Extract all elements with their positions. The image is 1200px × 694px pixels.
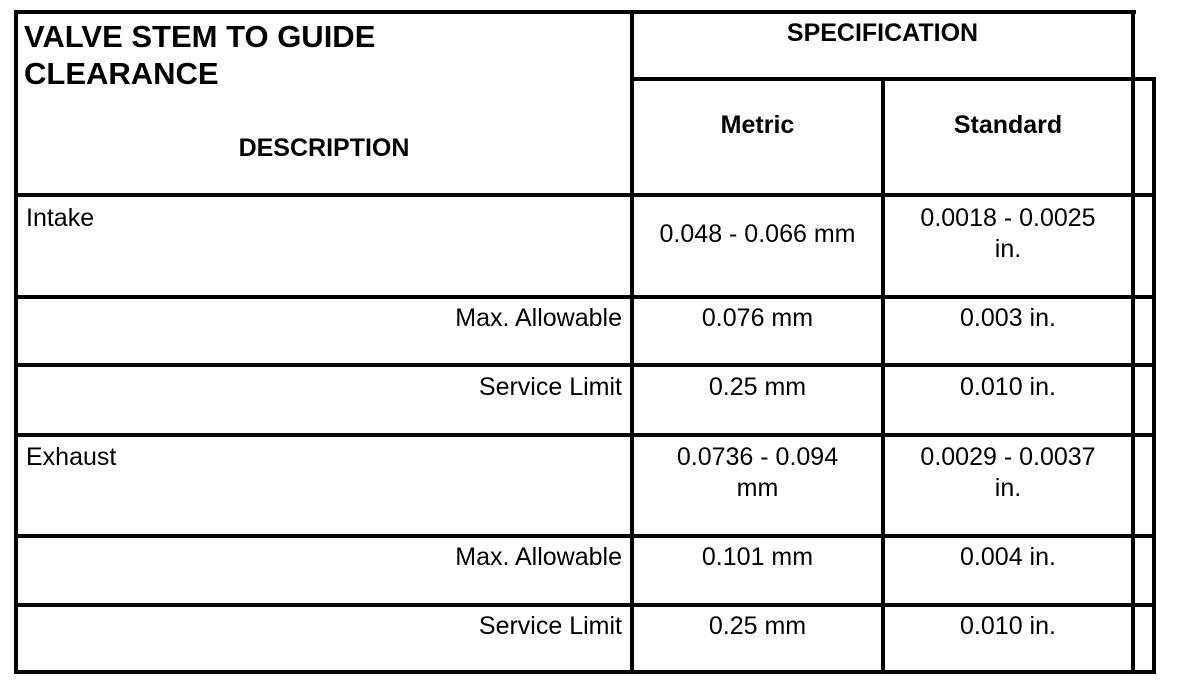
- row-label: Service Limit: [478, 373, 622, 401]
- standard-value: 0.003 in.: [960, 304, 1056, 332]
- standard-value: 0.010 in.: [960, 373, 1056, 401]
- standard-value: 0.004 in.: [960, 543, 1056, 571]
- row-divider: [14, 433, 1156, 437]
- header-divider: [14, 193, 1156, 197]
- metric-value-line1: 0.0736 - 0.094: [676, 443, 839, 471]
- metric-value-line2: mm: [736, 474, 779, 502]
- row-divider: [14, 363, 1156, 367]
- row-label: Intake: [26, 204, 95, 232]
- standard-header: Standard: [953, 111, 1063, 139]
- row-label: Service Limit: [478, 612, 622, 640]
- description-header: DESCRIPTION: [238, 134, 410, 162]
- specification-header: SPECIFICATION: [786, 19, 979, 47]
- row-label: Max. Allowable: [455, 304, 622, 332]
- row-divider: [14, 295, 1156, 299]
- row-divider: [14, 534, 1156, 538]
- metric-value: 0.101 mm: [701, 543, 814, 571]
- metric-value: 0.076 mm: [701, 304, 814, 332]
- metric-value: 0.25 mm: [708, 373, 807, 401]
- standard-value-line2: in.: [994, 474, 1022, 502]
- standard-value-line1: 0.0018 - 0.0025: [920, 204, 1096, 232]
- table-border-top: [14, 10, 1136, 14]
- row-divider: [14, 603, 1156, 607]
- standard-value-line2: in.: [994, 235, 1022, 263]
- table-border-left: [14, 10, 18, 674]
- table-border-bottom: [14, 670, 1156, 674]
- table-title-line1: VALVE STEM TO GUIDE: [24, 19, 376, 54]
- specification-divider: [630, 77, 1156, 81]
- metric-value: 0.25 mm: [708, 612, 807, 640]
- table-border-right: [1131, 10, 1135, 674]
- standard-value: 0.010 in.: [960, 612, 1056, 640]
- metric-header: Metric: [720, 111, 795, 139]
- row-label: Exhaust: [26, 443, 117, 471]
- table-title-line2: CLEARANCE: [24, 56, 219, 91]
- metric-value: 0.048 - 0.066 mm: [659, 220, 856, 248]
- standard-value-line1: 0.0029 - 0.0037: [920, 443, 1096, 471]
- table-border-right-outer: [1152, 78, 1156, 674]
- row-label: Max. Allowable: [455, 543, 622, 571]
